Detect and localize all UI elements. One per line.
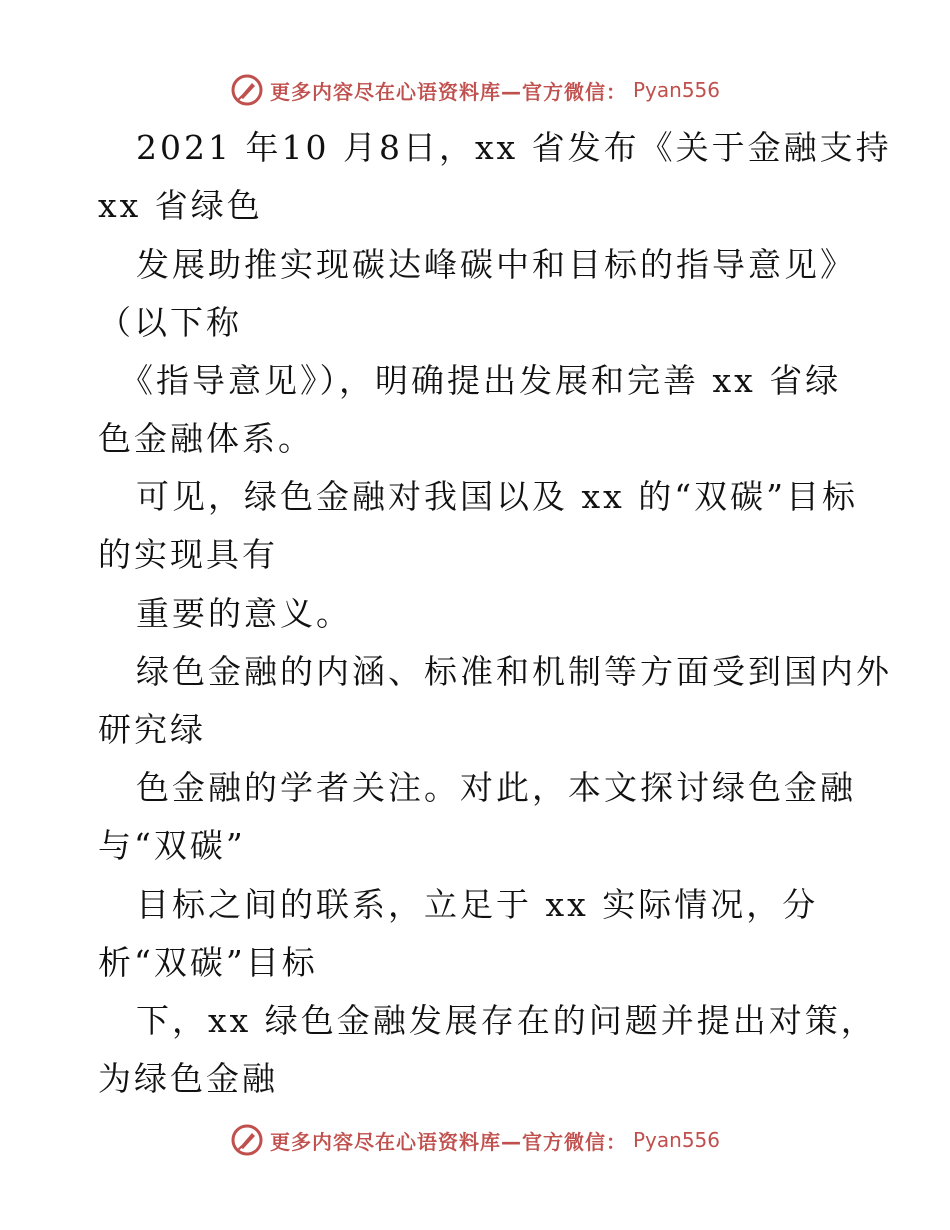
feather-circle-logo-icon <box>230 73 264 107</box>
body-line: 为绿色金融 <box>98 1059 278 1098</box>
body-line: 《指导意见》），明确提出发展和完善 xx 省绿 <box>120 361 842 400</box>
header-banner-text: 更多内容尽在心语资料库—官方微信： <box>269 79 627 104</box>
body-line: 析“双碳”目标 <box>98 943 318 982</box>
body-line: （以下称 <box>98 303 242 342</box>
feather-circle-logo-icon <box>230 1123 264 1157</box>
body-line: 发展助推实现碳达峰碳中和目标的指导意见》 <box>136 245 856 284</box>
body-line: 色金融的学者关注。对此，本文探讨绿色金融 <box>136 768 856 807</box>
body-line: 绿色金融的内涵、标准和机制等方面受到国内外 <box>136 652 892 691</box>
body-line: 下，xx 绿色金融发展存在的问题并提出对策， <box>136 1001 877 1040</box>
body-line: 研究绿 <box>98 710 206 749</box>
footer-banner-contact: Pyan556 <box>632 1128 720 1152</box>
body-line: 的实现具有 <box>98 535 278 574</box>
header-banner-contact: Pyan556 <box>632 78 720 102</box>
body-line: 可见，绿色金融对我国以及 xx 的“双碳”目标 <box>136 477 858 516</box>
body-line: xx 省绿色 <box>98 186 263 225</box>
body-line: 目标之间的联系，立足于 xx 实际情况，分 <box>136 885 819 924</box>
body-line: 与“双碳” <box>98 826 246 865</box>
body-line: 色金融体系。 <box>98 419 314 458</box>
header-banner <box>0 70 950 110</box>
body-line: 2021 年10 月8日，xx 省发布《关于金融支持 <box>136 128 892 167</box>
footer-banner-text: 更多内容尽在心语资料库—官方微信： <box>269 1129 627 1154</box>
body-line: 重要的意义。 <box>136 594 352 633</box>
footer-banner <box>0 1120 950 1160</box>
